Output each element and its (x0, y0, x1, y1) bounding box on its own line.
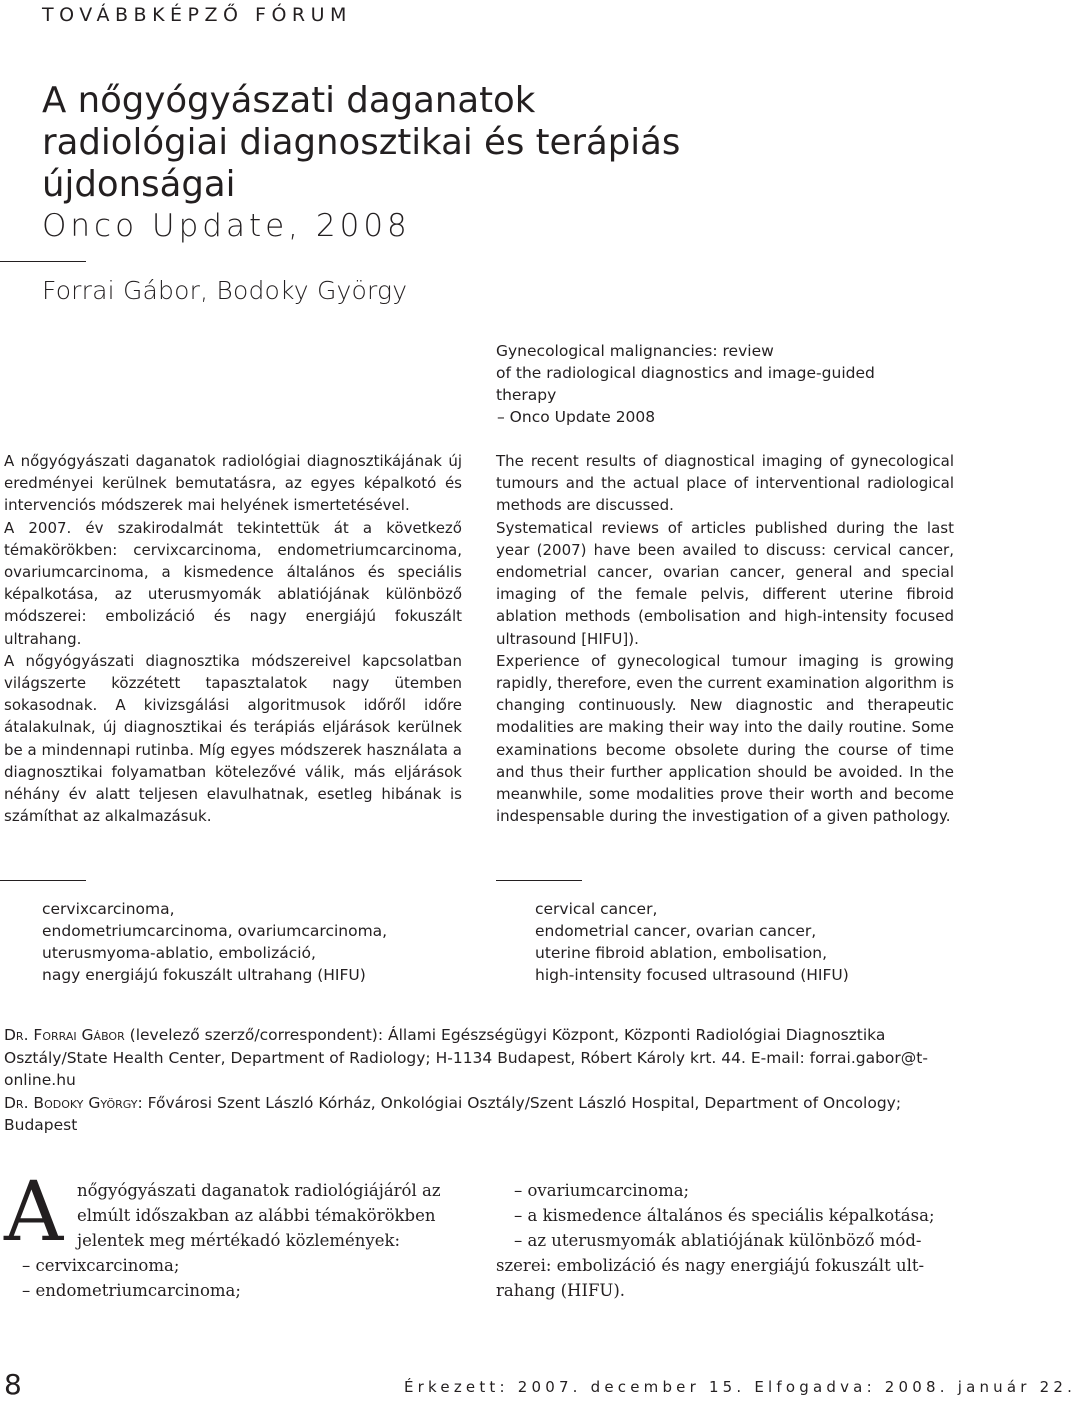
affiliation-text: : Fővárosi Szent László Kórház, Onkológiai Osztály/Szent László Hospital, Department of Oncology; Budapest (4, 1093, 902, 1134)
intro-line: nőgyógyászati daganatok radiológiájáról az (77, 1181, 441, 1200)
title-line: A nőgyógyászati daganatok (42, 80, 536, 121)
title-divider (0, 261, 86, 262)
keyword-line: uterine fibroid ablation, embolisation, (535, 944, 828, 962)
intro-list-item: – az uterusmyomák ablatiójának különböző mód- (514, 1231, 922, 1250)
keyword-line: cervical cancer, (535, 900, 658, 918)
affiliation-entry (4, 1092, 954, 1137)
title-line: újdonságai (42, 164, 236, 205)
abstract-paragraph: A 2007. év szakirodalmát tekintettük át a következő témakörökben: cervixcarcinoma, endometriumcarcinoma, ovariumcarcinoma, a kismedence általános és speciális képalkotása, az uterusmyomák ablatiójának különböző módszerei: embolizáció és nagy energiájú fokuszált ultrahang. (4, 518, 462, 648)
intro-line: elmúlt időszakban az alábbi témakörökben (77, 1206, 436, 1225)
abstract-hungarian (4, 450, 462, 827)
keyword-line: uterusmyoma-ablatio, embolizáció, (42, 944, 316, 962)
abstract-english (496, 450, 954, 827)
english-title-line: – Onco Update 2008 (497, 408, 656, 426)
author-affiliations (4, 1024, 954, 1137)
page-number: 8 (4, 1368, 22, 1401)
affiliation-text: (levelező szerző/correspondent): Állami Egészségügyi Központ, Központi Radiológiai Diagnosztika Osztály/State Health Center, Department of Radiology; H-1134 Budapest, Róbert Károly krt. 44. E-mail: forrai.gabor@t-online.hu (4, 1026, 928, 1089)
intro-line: jelentek meg mértékadó közlemények: (77, 1231, 401, 1250)
section-label: TOVÁBBKÉPZŐ FÓRUM (42, 4, 352, 26)
article-title (42, 80, 922, 206)
english-title-line: therapy (496, 386, 557, 404)
article-subtitle: Onco Update, 2008 (42, 208, 411, 244)
intro-list-item: szerei: embolizáció és nagy energiájú fokuszált ult- (496, 1256, 925, 1275)
abstract-paragraph: Experience of gynecological tumour imaging is growing rapidly, therefore, even the current examination algorithm is changing continuously. New diagnostic and therapeutic modalities are making their way into the daily routine. Some examinations become obsolete during the course of time and thus their further application should be avoided. In the meanwhile, some modalities prove their worth and become indespensable during the investigation of a given pathology. (496, 651, 954, 826)
keywords-divider (0, 880, 86, 881)
keywords-english (535, 898, 849, 986)
received-accepted-dates: Érkezett: 2007. december 15. Elfogadva: 2008. január 22. (404, 1378, 1076, 1396)
keyword-line: endometriumcarcinoma, ovariumcarcinoma, (42, 922, 388, 940)
abstract-paragraph: Systematical reviews of articles published during the last year (2007) have been availed to discuss: cervical cancer, endometrial cancer, ovarian cancer, general and special imaging of the female pelvis, different uterine fibroid ablation methods (embolisation and high-intensity focused ultrasound [HIFU]). (496, 518, 954, 648)
affiliation-name: Dr. Forrai Gábor (4, 1026, 125, 1044)
english-title (496, 340, 916, 428)
affiliation-entry (4, 1024, 954, 1092)
author-list: Forrai Gábor, Bodoky György (42, 276, 408, 305)
keyword-line: nagy energiájú fokuszált ultrahang (HIFU) (42, 966, 366, 984)
keyword-line: high-intensity focused ultrasound (HIFU) (535, 966, 849, 984)
intro-list-item: – a kismedence általános és speciális képalkotása; (514, 1206, 935, 1225)
keyword-line: cervixcarcinoma, (42, 900, 175, 918)
affiliation-name: Dr. Bodoky György (4, 1093, 138, 1112)
drop-cap: A (4, 1165, 64, 1260)
intro-list-right (496, 1178, 956, 1303)
abstract-paragraph: A nőgyógyászati daganatok radiológiai diagnosztikájának új eredményei kerülnek bemutatásra, az egyes képalkotó és intervenciós módszerek mai helyének ismertetésével. (4, 452, 462, 515)
abstract-paragraph: A nőgyógyászati diagnosztika módszereivel kapcsolatban világszerte közzétett tapasztalatok nagy ütemben sokasodnak. A kivizsgálási algoritmusok időről időre átalakulnak, új diagnosztikai és terápiás eljárások kerülnek be a mindennapi rutinba. Míg egyes módszerek használata a diagnosztikai folyamatban kötelezővé válik, más eljárások néhány év alatt teljesen elavulhatnak, esetleg hibának is számíthat az alkalmazásuk. (4, 651, 462, 826)
intro-lead (77, 1178, 477, 1253)
intro-list-item: rahang (HIFU). (496, 1281, 626, 1300)
english-title-line: of the radiological diagnostics and image-guided (496, 364, 875, 382)
title-line: radiológiai diagnosztikai és terápiás (42, 122, 681, 163)
abstract-paragraph: The recent results of diagnostical imaging of gynecological tumours and the actual place of interventional radiological methods are discussed. (496, 452, 954, 515)
english-title-line: Gynecological malignancies: review (496, 342, 774, 360)
keyword-line: endometrial cancer, ovarian cancer, (535, 922, 817, 940)
intro-list-left (22, 1253, 462, 1303)
keywords-divider (496, 880, 582, 881)
keywords-hungarian (42, 898, 387, 986)
intro-list-item: – cervixcarcinoma; (22, 1256, 180, 1275)
intro-list-item: – ovariumcarcinoma; (514, 1181, 690, 1200)
intro-list-item: – endometriumcarcinoma; (22, 1281, 241, 1300)
